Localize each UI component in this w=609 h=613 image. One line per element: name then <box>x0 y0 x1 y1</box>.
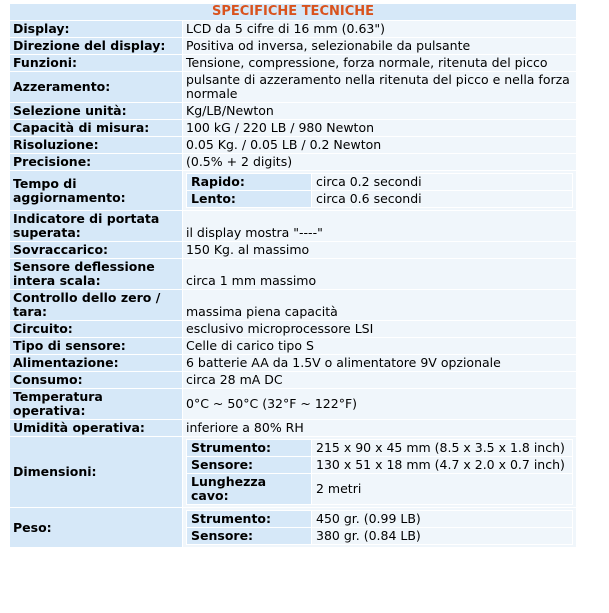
row-label: Tempo di aggiornamento: <box>10 171 182 210</box>
sub-value: 450 gr. (0.99 LB) <box>312 511 572 527</box>
row-label: Sovraccarico: <box>10 242 182 258</box>
table-row <box>10 355 576 371</box>
row-label: Consumo: <box>10 372 182 388</box>
table-row <box>10 290 576 320</box>
sub-value: 380 gr. (0.84 LB) <box>312 528 572 544</box>
row-label: Direzione del display: <box>10 38 182 54</box>
table-row <box>10 137 576 153</box>
peso-subtable <box>186 510 573 545</box>
row-value: 6 batterie AA da 1.5V o alimentatore 9V opzionale <box>183 355 576 371</box>
row-value: 100 kG / 220 LB / 980 Newton <box>183 120 576 136</box>
table-row <box>10 242 576 258</box>
table-row-peso <box>10 508 576 547</box>
row-label: Funzioni: <box>10 55 182 71</box>
row-value: esclusivo microprocessore LSI <box>183 321 576 337</box>
row-label: Dimensioni: <box>10 437 182 507</box>
row-value: il display mostra "----" <box>183 211 576 241</box>
dimensioni-subtable-cell <box>183 437 576 507</box>
table-row <box>10 338 576 354</box>
sub-value: 130 x 51 x 18 mm (4.7 x 2.0 x 0.7 inch) <box>312 457 572 473</box>
sub-row <box>187 528 572 544</box>
table-row <box>10 103 576 119</box>
row-label: Alimentazione: <box>10 355 182 371</box>
sub-row <box>187 174 572 190</box>
sub-label: Lunghezza cavo: <box>187 474 311 504</box>
table-row <box>10 72 576 102</box>
row-value: LCD da 5 cifre di 16 mm (0.63") <box>183 21 576 37</box>
row-value: 0.05 Kg. / 0.05 LB / 0.2 Newton <box>183 137 576 153</box>
table-row <box>10 389 576 419</box>
row-value: massima piena capacità <box>183 290 576 320</box>
row-label: Peso: <box>10 508 182 547</box>
table-row <box>10 321 576 337</box>
sub-row <box>187 474 572 504</box>
row-label: Indicatore di portata superata: <box>10 211 182 241</box>
row-value: circa 1 mm massimo <box>183 259 576 289</box>
sub-label: Sensore: <box>187 457 311 473</box>
row-label: Capacità di misura: <box>10 120 182 136</box>
sub-value: 2 metri <box>312 474 572 504</box>
row-label: Tipo di sensore: <box>10 338 182 354</box>
sub-value: circa 0.2 secondi <box>312 174 572 190</box>
sub-row <box>187 440 572 456</box>
row-label: Azzeramento: <box>10 72 182 102</box>
sub-label: Sensore: <box>187 528 311 544</box>
row-value: pulsante di azzeramento nella ritenuta del picco e nella forza normale <box>183 72 576 102</box>
table-title: SPECIFICHE TECNICHE <box>10 4 576 20</box>
table-header-row <box>10 4 576 20</box>
sub-value: 215 x 90 x 45 mm (8.5 x 3.5 x 1.8 inch) <box>312 440 572 456</box>
table-row <box>10 259 576 289</box>
table-row <box>10 372 576 388</box>
row-label: Controllo dello zero / tara: <box>10 290 182 320</box>
row-value: Positiva od inversa, selezionabile da pulsante <box>183 38 576 54</box>
row-value: inferiore a 80% RH <box>183 420 576 436</box>
sub-row <box>187 191 572 207</box>
tempo-subtable <box>186 173 573 208</box>
row-label: Precisione: <box>10 154 182 170</box>
row-label: Umidità operativa: <box>10 420 182 436</box>
spec-table <box>9 3 577 548</box>
sub-label: Strumento: <box>187 440 311 456</box>
row-label: Selezione unità: <box>10 103 182 119</box>
row-label: Circuito: <box>10 321 182 337</box>
table-row <box>10 420 576 436</box>
tempo-subtable-cell <box>183 171 576 210</box>
row-label: Temperatura operativa: <box>10 389 182 419</box>
table-row <box>10 21 576 37</box>
table-row <box>10 55 576 71</box>
row-value: 150 Kg. al massimo <box>183 242 576 258</box>
row-value: 0°C ~ 50°C (32°F ~ 122°F) <box>183 389 576 419</box>
dimensioni-subtable <box>186 439 573 505</box>
row-value: (0.5% + 2 digits) <box>183 154 576 170</box>
table-row <box>10 211 576 241</box>
table-row <box>10 120 576 136</box>
sub-label: Strumento: <box>187 511 311 527</box>
table-row-tempo <box>10 171 576 210</box>
row-label: Display: <box>10 21 182 37</box>
row-label: Risoluzione: <box>10 137 182 153</box>
spec-table-container <box>9 3 577 548</box>
sub-label: Lento: <box>187 191 311 207</box>
row-value: circa 28 mA DC <box>183 372 576 388</box>
row-value: Celle di carico tipo S <box>183 338 576 354</box>
sub-row <box>187 511 572 527</box>
row-value: Tensione, compressione, forza normale, ritenuta del picco <box>183 55 576 71</box>
peso-subtable-cell <box>183 508 576 547</box>
row-label: Sensore deflessione intera scala: <box>10 259 182 289</box>
sub-row <box>187 457 572 473</box>
sub-label: Rapido: <box>187 174 311 190</box>
table-row <box>10 38 576 54</box>
table-row-dimensioni <box>10 437 576 507</box>
row-value: Kg/LB/Newton <box>183 103 576 119</box>
sub-value: circa 0.6 secondi <box>312 191 572 207</box>
table-row <box>10 154 576 170</box>
